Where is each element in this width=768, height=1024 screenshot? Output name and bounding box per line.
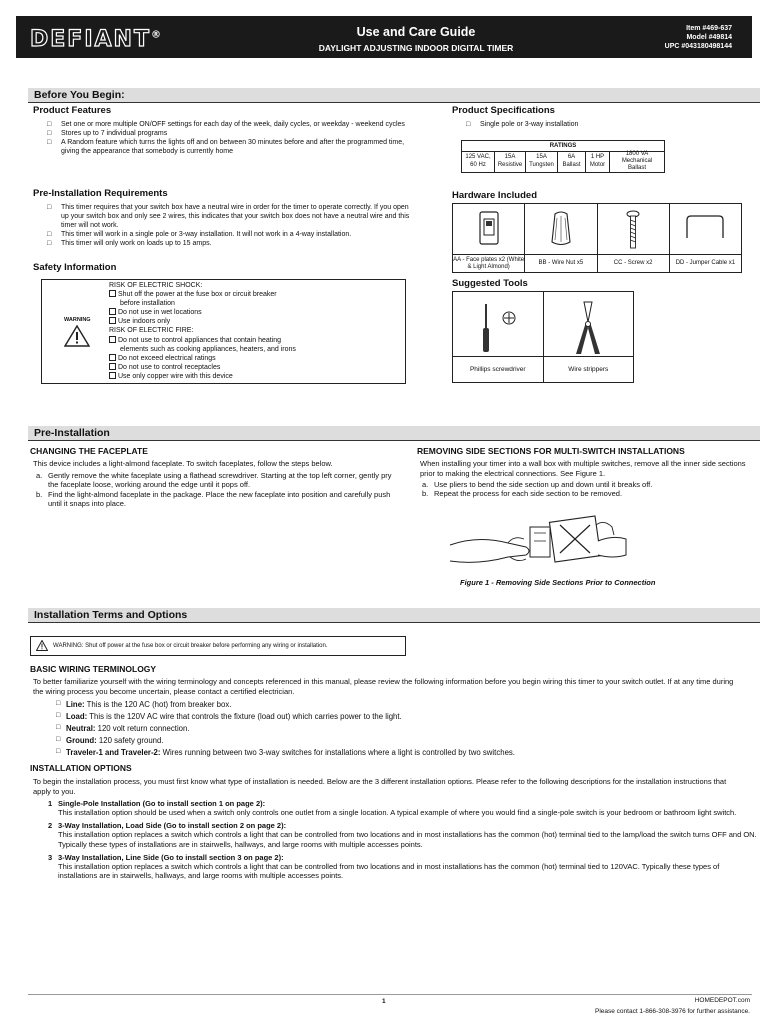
term-item: □ Line: This is the 120 AC (hot) from breaker box.: [58, 699, 515, 711]
product-specifications-heading: Product Specifications: [452, 105, 555, 116]
hardware-table: [452, 203, 742, 273]
wire-nut-icon: [550, 210, 572, 248]
jumper-cable-icon: [683, 210, 727, 240]
checkbox-icon: [109, 290, 116, 297]
wiring-warning-text: WARNING: Shut off power at the fuse box or circuit breaker before performing any wiring or installation.: [53, 643, 328, 649]
option-item: 3 3-Way Installation, Line Side (Go to install section 3 on page 2): This installation option replaces a switch which controls a light that can be controlled from two locations and in most installations has the common (hot) terminal tied to 120VAC. Typically these types of installations are in stairwells, hallways, and large rooms with multiple accesses points.: [48, 852, 720, 880]
tool-wire-strippers: [544, 292, 634, 382]
basic-wiring-terminology-heading: BASIC WIRING TERMINOLOGY: [30, 664, 157, 674]
ratings-row: [461, 151, 665, 173]
pre-installation-list: [47, 203, 417, 248]
section-before-you-begin: Before You Begin:: [28, 88, 760, 103]
rating-cell: 1800 VA Mechanical Ballast: [621, 150, 653, 172]
side-sections-steps: [420, 480, 750, 499]
website-link[interactable]: HOMEDEPOT.com: [694, 997, 750, 1004]
option-item: 2 3-Way Installation, Load Side (Go to install section 2 on page 2): This installation option replaces a switch which controls a light that can be controlled from two locations and in most installations has the common (hot) terminal tied to the lamp/load the switch turns OFF and ON. Typically these types of installations are in stairwells, hallways, and large rooms with multiple accesses points.: [48, 821, 757, 849]
hardware-screw: [598, 204, 670, 272]
specifications-list: [466, 120, 746, 129]
hardware-included-heading: Hardware Included: [452, 190, 537, 201]
step-item: a. Use pliers to bend the side section up and down until it breaks off.: [422, 480, 653, 489]
product-identifiers: [665, 24, 732, 51]
step-item: a. Gently remove the white faceplate using a flathead screwdriver. Starting at the top left corner, gently pry the faceplate loose, working around the edge until it pops off.: [36, 471, 392, 490]
side-section-removal-illustration: [448, 505, 628, 573]
term-item: □ Ground: 120 safety ground.: [58, 735, 515, 747]
tool-label: Phillips screwdriver: [453, 356, 543, 382]
model-number: Model #49814: [686, 34, 732, 42]
step-item: b. Find the light-almond faceplate in the package. Place the new faceplate into position and carefully push until it snaps into place.: [36, 489, 391, 509]
list-item: □ Set one or more multiple ON/OFF settings for each day of the week, daily cycles, or weekday - weekend cycles: [47, 120, 422, 129]
item-number: Item #469-637: [686, 25, 732, 32]
fire-title: RISK OF ELECTRIC FIRE:: [109, 327, 194, 335]
hardware-label: DD - Jumper Cable x1: [670, 254, 741, 272]
term-item: □ Neutral: 120 volt return connection.: [58, 723, 515, 735]
checkbox-icon: [109, 336, 116, 343]
wiring-warning-box: [30, 636, 406, 656]
tools-table: [452, 291, 634, 383]
term-item: □ Load: This is the 120V AC wire that controls the fixture (load out) which carries power to the light.: [58, 711, 515, 723]
installation-options-intro: To begin the installation process, you must first know what type of installation is needed. Below are the 3 different installation options. Please refer to the following descriptions for the installation instructions that apply to you.: [33, 777, 727, 796]
faceplate-steps: [34, 471, 404, 509]
page-header: [16, 16, 752, 58]
list-item: □ This timer will only work on loads up to 15 amps.: [47, 239, 417, 248]
list-item: □ This timer will work in a single pole or 3-way installation. It will not work in a 4-way installation.: [47, 230, 417, 239]
contact-info: Please contact 1-866-308-3976 for further assistance.: [594, 1008, 750, 1015]
installation-options-list: [48, 799, 758, 884]
changing-faceplate-heading: CHANGING THE FACEPLATE: [30, 446, 148, 456]
list-item: □ This timer requires that your switch box have a neutral wire in order for the timer to operate correctly. If you open up your switch box and only see 2 wires, this indicates that your switch box does not have a neutral wire and this timer will not work.: [47, 203, 417, 230]
hardware-faceplate: [453, 204, 525, 272]
safety-item: Do not use to control receptacles: [109, 363, 296, 372]
pre-installation-requirements-heading: Pre-Installation Requirements: [33, 188, 168, 199]
warning-triangle-icon: [64, 325, 90, 347]
checkbox-icon: [109, 317, 116, 324]
safety-item: Shut off the power at the fuse box or circuit breaker: [109, 290, 296, 299]
ratings-header: RATINGS: [461, 140, 665, 152]
faceplate-intro: This device includes a light-almond faceplate. To switch faceplates, follow the steps below.: [33, 459, 333, 468]
basic-wiring-intro: To better familiarize yourself with the wiring terminology and concepts referenced in this manual, please review the following information before you begin wiring this timer to your switch outlet. If at any time during the wiring process you become uncertain, please contact a certified electrician.: [33, 677, 734, 696]
side-sections-intro: When installing your timer into a wall box with multiple switches, remove all the inner side sections prior to making the electrical connections. See Figure 1.: [420, 459, 746, 478]
safety-item: Use only copper wire with this device: [109, 372, 296, 381]
rating-cell: 125 VAC, 60 Hz: [462, 151, 495, 172]
safety-item: Do not use to control appliances that contain heating: [109, 336, 296, 345]
safety-item: Do not exceed electrical ratings: [109, 354, 296, 363]
checkbox-icon: [109, 354, 116, 361]
product-features-heading: Product Features: [33, 105, 112, 116]
safety-information-heading: Safety Information: [33, 262, 117, 273]
product-features-list: [47, 120, 422, 156]
shock-title: RISK OF ELECTRIC SHOCK:: [109, 282, 203, 289]
document-subtitle: DAYLIGHT ADJUSTING INDOOR DIGITAL TIMER: [318, 43, 514, 53]
brand-logo: DEFIANT®: [30, 27, 161, 52]
figure-caption: Figure 1 - Removing Side Sections Prior to Connection: [460, 578, 656, 587]
rating-cell: 15A Tungsten: [526, 151, 558, 172]
warning-icon: [36, 640, 48, 651]
safety-item: elements such as cooking appliances, heaters, and irons: [120, 345, 296, 353]
page-number: 1: [382, 998, 386, 1005]
installation-options-heading: INSTALLATION OPTIONS: [30, 763, 132, 773]
checkbox-icon: [109, 372, 116, 379]
faceplate-icon: [478, 210, 500, 246]
safety-box: [41, 279, 406, 384]
hardware-label: CC - Screw x2: [598, 254, 669, 272]
rating-cell: 6A Ballast: [558, 151, 586, 172]
suggested-tools-heading: Suggested Tools: [452, 278, 528, 289]
screw-icon: [626, 210, 640, 252]
section-pre-installation: Pre-Installation: [28, 426, 760, 441]
warning-label: WARNING: [64, 317, 91, 323]
rating-cell: 1 HP Motor: [586, 151, 610, 172]
safety-text: [109, 281, 296, 381]
hardware-label: AA - Face plates x2 (White & Light Almond): [453, 254, 524, 272]
hardware-jumper: [670, 204, 741, 272]
wire-strippers-icon: [568, 298, 608, 358]
document-title: Use and Care Guide: [356, 25, 476, 39]
section-installation-terms: Installation Terms and Options: [28, 608, 760, 623]
upc-number: UPC #043180498144: [664, 43, 732, 51]
checkbox-icon: [109, 363, 116, 370]
option-item: 1 Single-Pole Installation (Go to install section 1 on page 2): This installation option should be used when a switch only controls one outlet from a single location. A typical example of where you would find a single-pole switch is your bedroom or bathroom light switch.: [48, 799, 737, 818]
wiring-terms-list: [58, 699, 515, 759]
list-item: □ Stores up to 7 individual programs: [47, 129, 422, 138]
removing-side-sections-heading: REMOVING SIDE SECTIONS FOR MULTI-SWITCH INSTALLATIONS: [417, 446, 685, 456]
checkbox-icon: [109, 308, 116, 315]
hardware-wire-nut: [525, 204, 597, 272]
term-item: □ Traveler-1 and Traveler-2: Wires running between two 3-way switches for installations where a light is controlled by two switches.: [58, 747, 515, 759]
safety-item: Do not use in wet locations: [109, 308, 296, 317]
rating-cell: 15A Resistive: [495, 151, 526, 172]
tool-screwdriver: [453, 292, 544, 382]
list-item: □ A Random feature which turns the lights off and on between 30 minutes before and after the programmed time, giving the appearance that somebody is currently home: [47, 138, 422, 156]
hardware-label: BB - Wire Nut x5: [525, 254, 596, 272]
phillips-screwdriver-icon: [473, 298, 523, 356]
safety-item: before installation: [120, 300, 175, 308]
footer-divider: [28, 994, 752, 995]
list-item: □ Single pole or 3-way installation: [466, 120, 746, 129]
tool-label: Wire strippers: [544, 356, 634, 382]
step-item: b. Repeat the process for each side section to be removed.: [422, 489, 623, 499]
safety-item: Use indoors only: [109, 317, 296, 326]
